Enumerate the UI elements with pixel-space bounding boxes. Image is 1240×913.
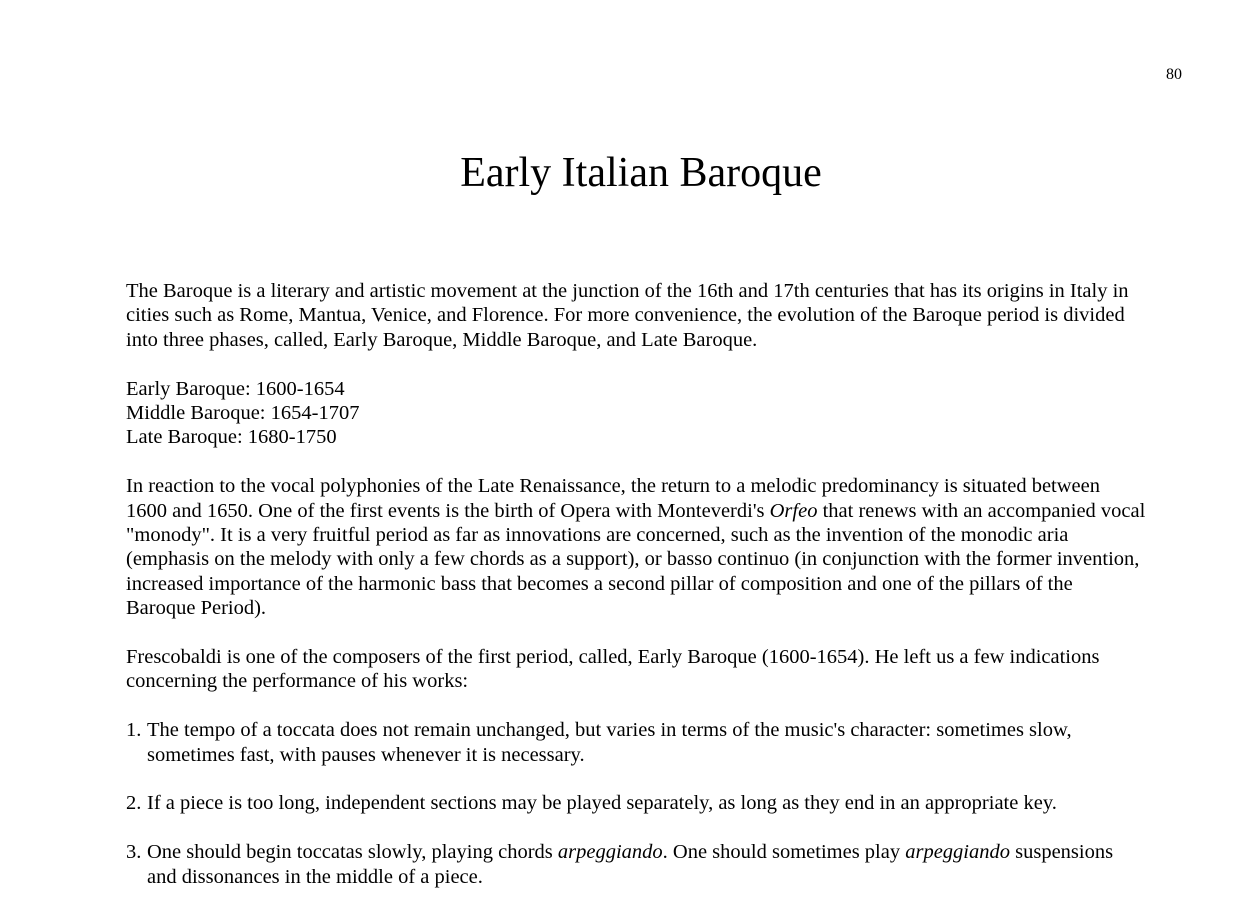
frescobaldi-paragraph: Frescobaldi is one of the composers of the first period, called, Early Baroque (1600-1654). He left us a few indications concerning the performance of his works: xyxy=(126,646,1100,693)
period-list xyxy=(126,377,1146,450)
list-item-number: 2. xyxy=(126,792,142,815)
indications-list xyxy=(126,718,1146,889)
list-item-text xyxy=(147,840,1146,889)
intro-paragraph: The Baroque is a literary and artistic movement at the junction of the 16th and 17th centuries that has its origins in Italy in cities such as Rome, Mantua, Venice, and Florence. For more convenience, the evolution of the Baroque period is divided into three phases, called, Early Baroque, Middle Baroque, and Late Baroque. xyxy=(126,280,1129,351)
period-early: Early Baroque: 1600-1654 xyxy=(126,377,345,400)
reaction-text-start: In reaction to the vocal polyphonies of the Late Renaissance, the return to a melodic predominancy is situated between 1600 and 1650. One of the first events is the birth of Opera with Monteverdi's xyxy=(126,475,1100,522)
list-item-text: If a piece is too long, independent sections may be played separately, as long as they end in an appropriate key. xyxy=(147,792,1057,815)
list-item-number: 3. xyxy=(126,841,142,864)
list-item-text-part: suspensions and dissonances in the middle of a piece. xyxy=(147,841,1114,888)
document-body xyxy=(126,279,1146,913)
arpeggiando-term: arpeggiando xyxy=(905,841,1010,864)
page-title: Early Italian Baroque xyxy=(460,150,822,196)
period-late: Late Baroque: 1680-1750 xyxy=(126,426,337,449)
list-item-text-part: One should begin toccatas slowly, playing chords xyxy=(147,841,558,864)
period-middle: Middle Baroque: 1654-1707 xyxy=(126,402,360,425)
orfeo-title: Orfeo xyxy=(769,499,818,522)
arpeggiando-term: arpeggiando xyxy=(557,841,663,864)
list-item-number: 1. xyxy=(126,719,142,742)
list-item-text-part: . One should sometimes play xyxy=(662,841,906,864)
list-item xyxy=(126,718,1146,767)
list-item xyxy=(126,791,1146,815)
reaction-text-end: that renews with an accompanied vocal "monody". It is a very fruitful period as far as innovations are concerned, such as the invention of the monodic aria (emphasis on the melody with only a few chords as a support), or basso continuo (in conjunction with the former invention, increased importance of the harmonic bass that becomes a second pillar of composition and one of the pillars of the Baroque Period). xyxy=(126,499,1146,620)
reaction-paragraph xyxy=(126,474,1146,620)
list-item xyxy=(126,840,1146,889)
list-item-text: The tempo of a toccata does not remain unchanged, but varies in terms of the music's character: sometimes slow, sometimes fast, with pauses whenever it is necessary. xyxy=(147,719,1072,766)
page-number: 80 xyxy=(1166,66,1182,83)
